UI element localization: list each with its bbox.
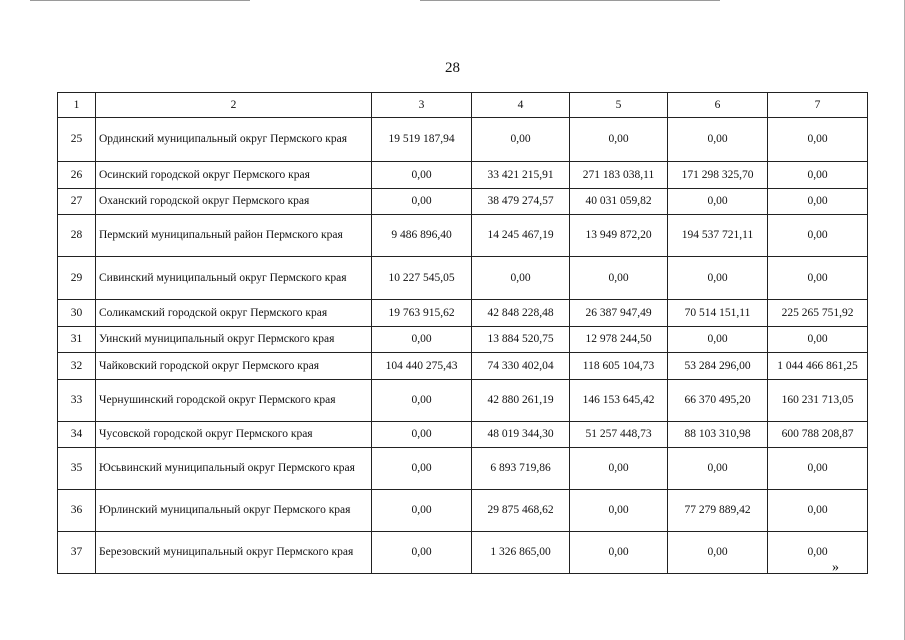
amount-cell: 0,00 [668, 448, 768, 490]
amount-cell: 38 479 274,57 [472, 189, 570, 215]
row-number-cell: 32 [58, 353, 96, 380]
municipality-name-cell: Чернушинский городской округ Пермского края [96, 380, 372, 422]
municipality-name-cell: Сивинский муниципальный округ Пермского края [96, 257, 372, 300]
continuation-mark: » [832, 560, 839, 575]
amount-cell: 51 257 448,73 [570, 422, 668, 448]
table-body [58, 93, 868, 574]
column-header: 1 [58, 93, 96, 118]
column-header: 4 [472, 93, 570, 118]
amount-cell: 0,00 [768, 215, 868, 257]
municipality-name-cell: Соликамский городской округ Пермского края [96, 300, 372, 327]
row-number-cell: 36 [58, 490, 96, 532]
table-row [58, 162, 868, 189]
amount-cell: 42 880 261,19 [472, 380, 570, 422]
amount-cell: 0,00 [372, 380, 472, 422]
municipality-name-cell: Чайковский городской округ Пермского края [96, 353, 372, 380]
amount-cell: 6 893 719,86 [472, 448, 570, 490]
amount-cell: 600 788 208,87 [768, 422, 868, 448]
amount-cell: 0,00 [570, 257, 668, 300]
table-header-row [58, 93, 868, 118]
amount-cell: 88 103 310,98 [668, 422, 768, 448]
amount-cell: 0,00 [668, 118, 768, 162]
amount-cell: 0,00 [472, 118, 570, 162]
amount-cell: 225 265 751,92 [768, 300, 868, 327]
amount-cell: 1 326 865,00 [472, 532, 570, 574]
amount-cell: 1 044 466 861,25 [768, 353, 868, 380]
row-number-cell: 33 [58, 380, 96, 422]
municipality-name-cell: Березовский муниципальный округ Пермского края [96, 532, 372, 574]
table-row [58, 300, 868, 327]
amount-cell: 0,00 [570, 118, 668, 162]
table-row [58, 327, 868, 353]
amount-cell: 19 519 187,94 [372, 118, 472, 162]
amount-cell: 0,00 [668, 532, 768, 574]
municipality-name-cell: Чусовской городской округ Пермского края [96, 422, 372, 448]
amount-cell: 194 537 721,11 [668, 215, 768, 257]
amount-cell: 0,00 [570, 532, 668, 574]
amount-cell: 13 949 872,20 [570, 215, 668, 257]
column-header: 5 [570, 93, 668, 118]
page-number: 28 [445, 60, 460, 76]
amount-cell: 0,00 [472, 257, 570, 300]
table-row [58, 532, 868, 574]
amount-cell: 0,00 [768, 257, 868, 300]
amount-cell: 0,00 [372, 162, 472, 189]
amount-cell: 66 370 495,20 [668, 380, 768, 422]
amount-cell: 14 245 467,19 [472, 215, 570, 257]
amount-cell: 13 884 520,75 [472, 327, 570, 353]
amount-cell: 0,00 [768, 162, 868, 189]
row-number-cell: 29 [58, 257, 96, 300]
municipality-name-cell: Оханский городской округ Пермского края [96, 189, 372, 215]
amount-cell: 160 231 713,05 [768, 380, 868, 422]
amount-cell: 146 153 645,42 [570, 380, 668, 422]
amount-cell: 0,00 [768, 532, 868, 574]
amount-cell: 70 514 151,11 [668, 300, 768, 327]
amount-cell: 29 875 468,62 [472, 490, 570, 532]
municipality-name-cell: Уинский муниципальный округ Пермского края [96, 327, 372, 353]
table-row [58, 257, 868, 300]
amount-cell: 0,00 [668, 257, 768, 300]
amount-cell: 74 330 402,04 [472, 353, 570, 380]
amount-cell: 33 421 215,91 [472, 162, 570, 189]
amount-cell: 26 387 947,49 [570, 300, 668, 327]
amount-cell: 77 279 889,42 [668, 490, 768, 532]
row-number-cell: 30 [58, 300, 96, 327]
amount-cell: 0,00 [768, 327, 868, 353]
amount-cell: 0,00 [372, 532, 472, 574]
row-number-cell: 25 [58, 118, 96, 162]
amount-cell: 48 019 344,30 [472, 422, 570, 448]
amount-cell: 104 440 275,43 [372, 353, 472, 380]
amount-cell: 0,00 [372, 327, 472, 353]
amount-cell: 0,00 [570, 490, 668, 532]
municipality-name-cell: Осинский городской округ Пермского края [96, 162, 372, 189]
amount-cell: 40 031 059,82 [570, 189, 668, 215]
amount-cell: 19 763 915,62 [372, 300, 472, 327]
amount-cell: 118 605 104,73 [570, 353, 668, 380]
amount-cell: 9 486 896,40 [372, 215, 472, 257]
amount-cell: 0,00 [668, 327, 768, 353]
amount-cell: 12 978 244,50 [570, 327, 668, 353]
amount-cell: 10 227 545,05 [372, 257, 472, 300]
amount-cell: 42 848 228,48 [472, 300, 570, 327]
amount-cell: 0,00 [768, 118, 868, 162]
amount-cell: 0,00 [768, 490, 868, 532]
municipality-name-cell: Пермский муниципальный район Пермского края [96, 215, 372, 257]
municipality-name-cell: Юсьвинский муниципальный округ Пермского края [96, 448, 372, 490]
amount-cell: 0,00 [372, 189, 472, 215]
amount-cell: 0,00 [768, 448, 868, 490]
row-number-cell: 34 [58, 422, 96, 448]
column-header: 7 [768, 93, 868, 118]
row-number-cell: 37 [58, 532, 96, 574]
table-row [58, 353, 868, 380]
scan-artifact-line-left [30, 0, 250, 1]
municipality-name-cell: Ординский муниципальный округ Пермского края [96, 118, 372, 162]
table-row [58, 448, 868, 490]
budget-table [57, 92, 868, 574]
table-row [58, 422, 868, 448]
table-row [58, 215, 868, 257]
amount-cell: 271 183 038,11 [570, 162, 668, 189]
table-row [58, 490, 868, 532]
column-header: 3 [372, 93, 472, 118]
amount-cell: 0,00 [570, 448, 668, 490]
row-number-cell: 26 [58, 162, 96, 189]
amount-cell: 0,00 [668, 189, 768, 215]
table-row [58, 189, 868, 215]
scan-artifact-line-right [420, 0, 720, 1]
column-header: 2 [96, 93, 372, 118]
column-header: 6 [668, 93, 768, 118]
amount-cell: 0,00 [372, 448, 472, 490]
table-row [58, 380, 868, 422]
row-number-cell: 27 [58, 189, 96, 215]
row-number-cell: 31 [58, 327, 96, 353]
amount-cell: 0,00 [372, 422, 472, 448]
table-row [58, 118, 868, 162]
amount-cell: 171 298 325,70 [668, 162, 768, 189]
row-number-cell: 35 [58, 448, 96, 490]
municipality-name-cell: Юрлинский муниципальный округ Пермского края [96, 490, 372, 532]
amount-cell: 0,00 [372, 490, 472, 532]
amount-cell: 0,00 [768, 189, 868, 215]
row-number-cell: 28 [58, 215, 96, 257]
amount-cell: 53 284 296,00 [668, 353, 768, 380]
